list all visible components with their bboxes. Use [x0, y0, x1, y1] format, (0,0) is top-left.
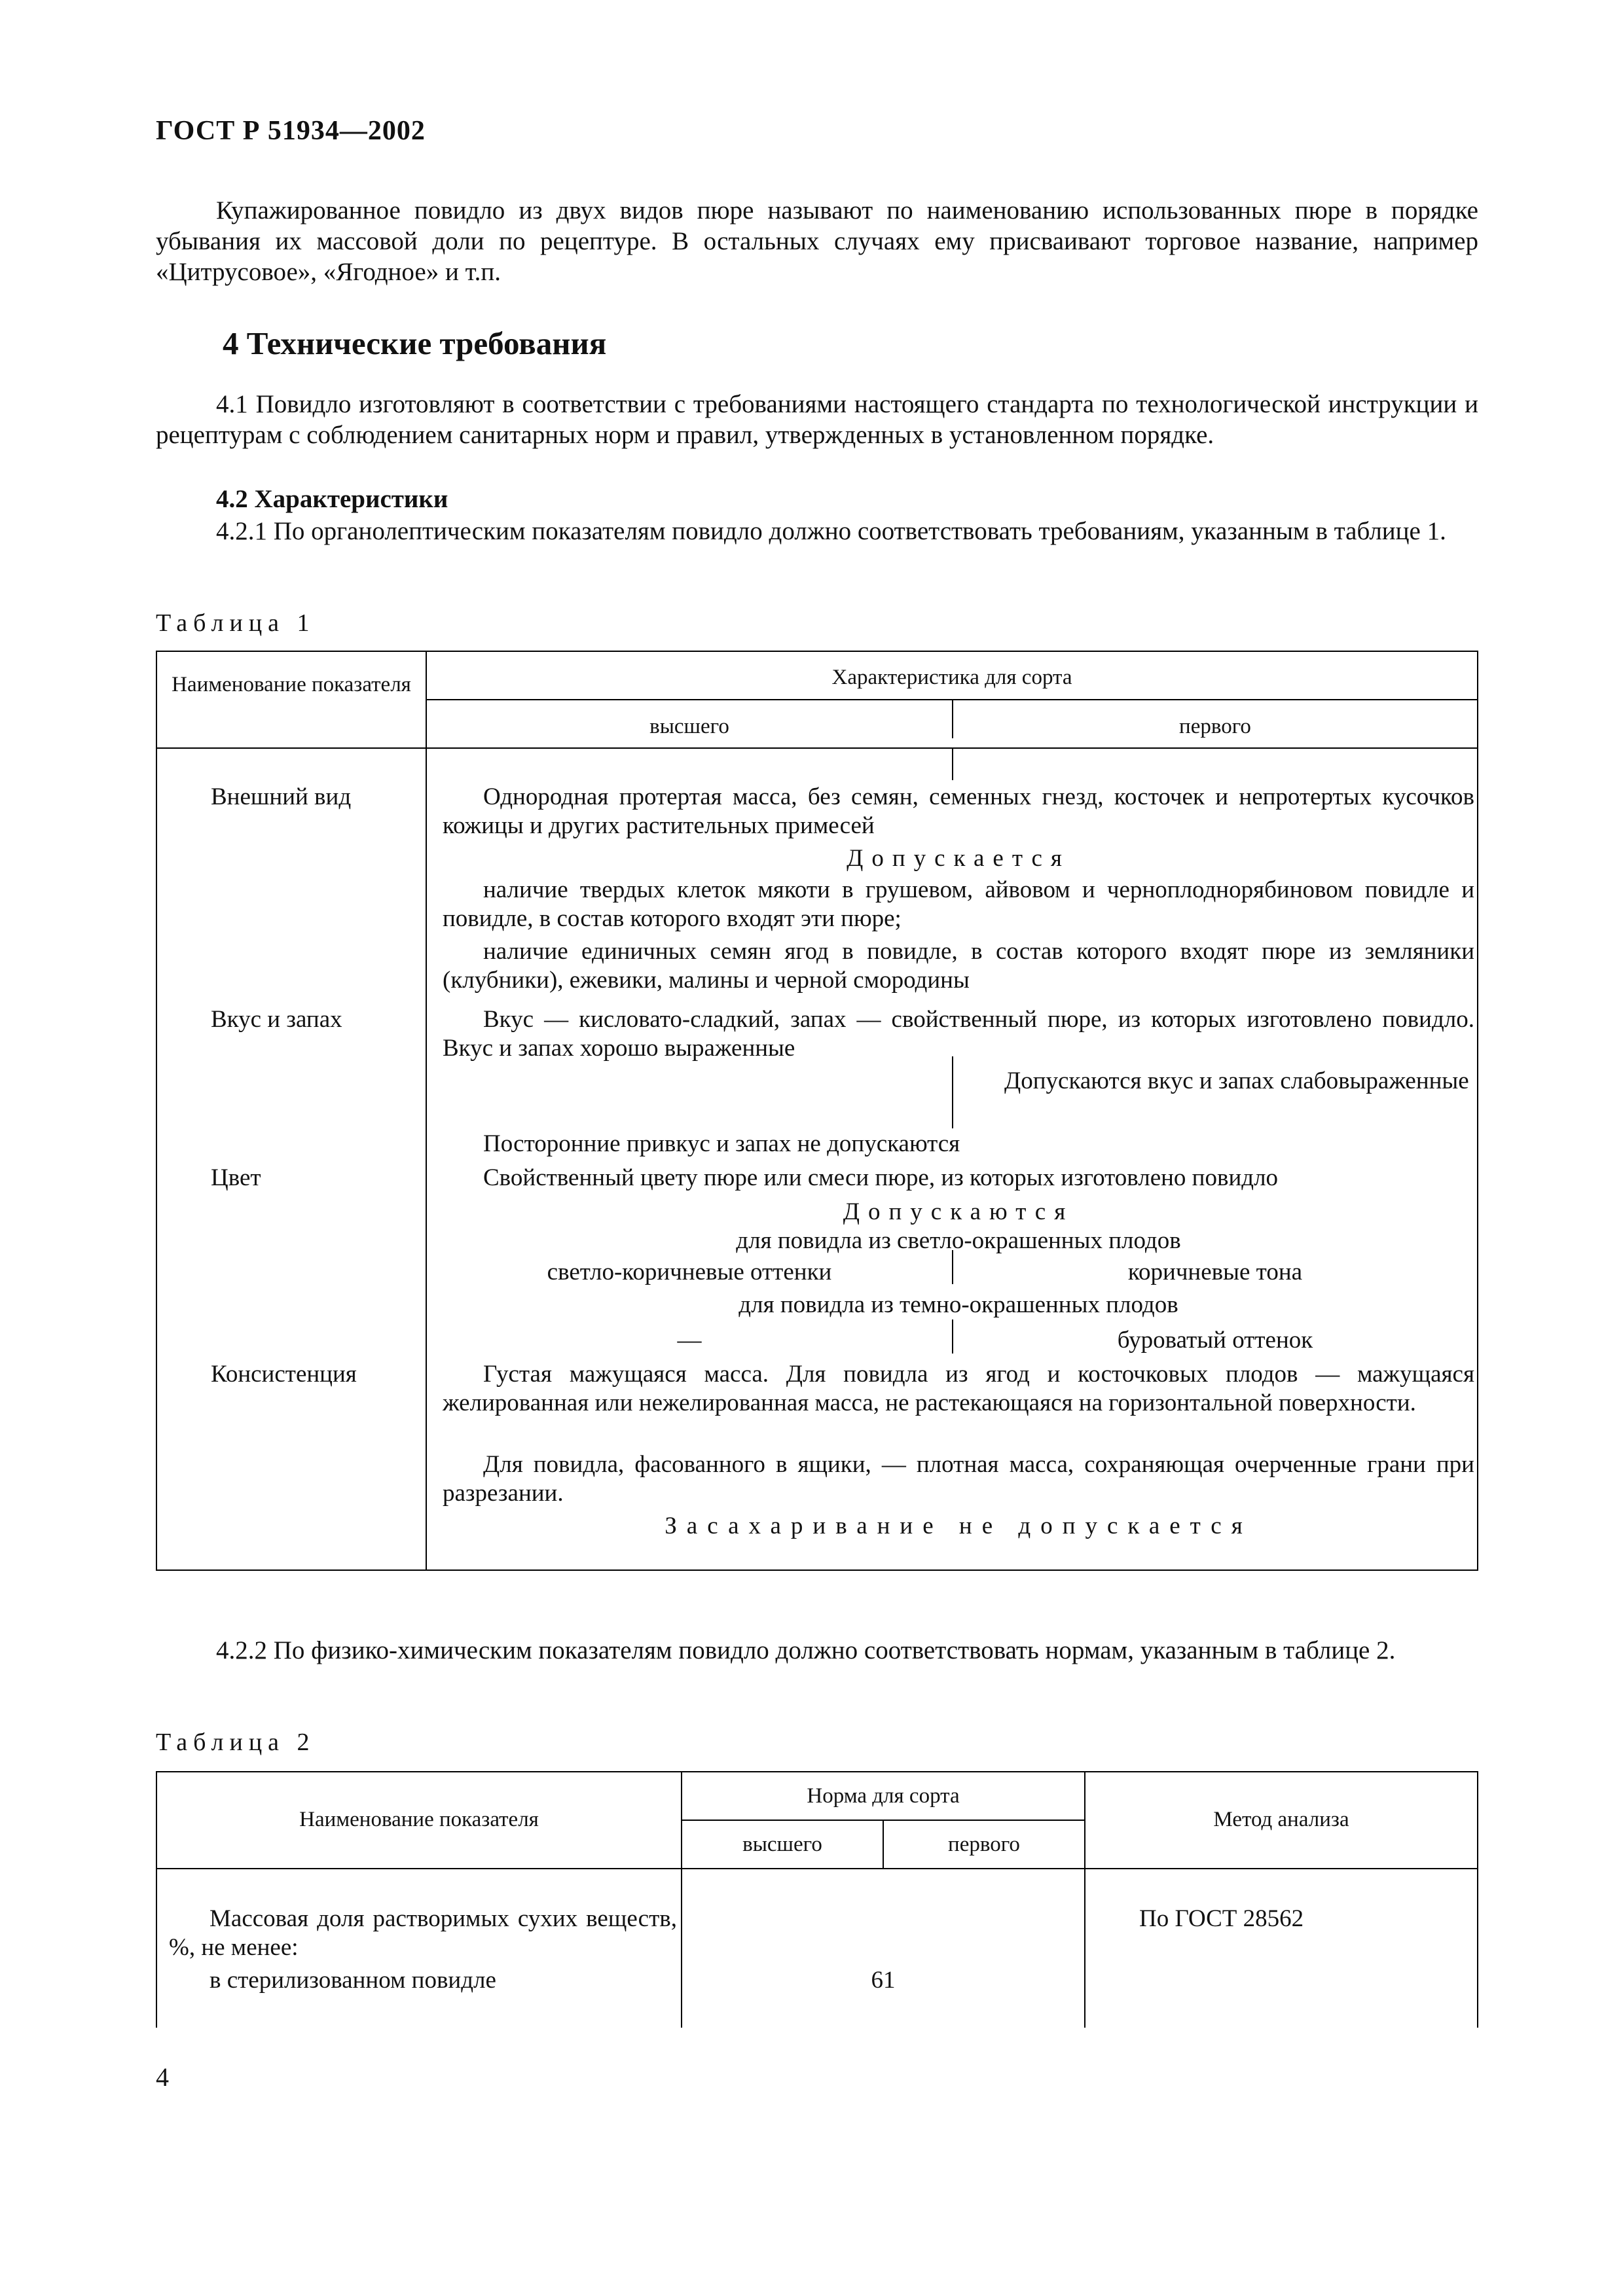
paragraph-4-2-2: 4.2.2 По физико-химическим показателям повидло должно соответствовать нормам, указанным в таблице 2. — [216, 1636, 1396, 1664]
row-label-consistency: Консистенция — [211, 1361, 357, 1388]
taste-first-only: Допускаются вкус и запах слабовыраженные — [1004, 1067, 1469, 1094]
appearance-text: Однородная протертая масса, без семян, семенных гнезд, косточек и непротертых кусочков кожицы и других растительных примесей — [443, 783, 1474, 839]
table2-row1-label: Массовая доля растворимых сухих веществ, %, не менее: — [169, 1905, 677, 1961]
table2-caption: Таблица 2 — [156, 1729, 316, 1756]
table2-header-grade-first: первого — [948, 1833, 1020, 1856]
color-text: Свойственный цвету пюре или смеси пюре, из которых изготовлено повидло — [483, 1164, 1279, 1191]
consistency-boxes: Для повидла, фасованного в ящики, — плотная масса, сохраняющая очерченные грани при разрезании. — [443, 1451, 1474, 1507]
table2-row1-sublabel: в стерилизованном повидле — [210, 1967, 496, 1994]
table2-header-norm: Норма для сорта — [807, 1784, 960, 1808]
color-dark-high: — — [677, 1327, 702, 1354]
consistency-sugaring: Засахаривание не допускается — [665, 1513, 1252, 1539]
table2-row1-value: 61 — [871, 1967, 896, 1994]
color-dark-first: буроватый оттенок — [1117, 1327, 1313, 1354]
table1-header-grade-first: первого — [1179, 715, 1251, 738]
row-label-taste: Вкус и запах — [211, 1006, 342, 1033]
doc-code: ГОСТ Р 51934—2002 — [156, 116, 426, 146]
paragraph-4-2-1: 4.2.1 По органолептическим показателям повидло должно соответствовать требованиям, указанным в таблице 1. — [216, 517, 1446, 545]
table1-header-characteristic: Характеристика для сорта — [831, 666, 1072, 689]
paragraph-4-1: 4.1 Повидло изготовляют в соответствии с требованиями настоящего стандарта по технологической инструкции и рецептурам с соблюдением санитарных норм и правил, утвержденных в установленном порядке. — [156, 390, 1478, 449]
table2-row1-method: По ГОСТ 28562 — [1139, 1905, 1304, 1932]
row-label-color: Цвет — [211, 1164, 261, 1191]
table1-header-grade-high: высшего — [649, 715, 729, 738]
table2-header-grade-high: высшего — [742, 1833, 822, 1856]
color-light-high: светло-коричневые оттенки — [547, 1259, 832, 1285]
taste-text: Вкус — кисловато-сладкий, запах — свойственный пюре, из которых изготовлено повидло. Вкус и запах хорошо выраженные — [443, 1006, 1474, 1062]
table1-header-indicator: Наименование показателя — [172, 673, 411, 696]
color-allowed: Допускаются — [843, 1198, 1074, 1225]
section-title: 4 Технические требования — [223, 325, 607, 361]
color-light-caption: для повидла из светло-окрашенных плодов — [736, 1227, 1181, 1254]
color-dark-caption: для повидла из темно-окрашенных плодов — [739, 1291, 1178, 1318]
intro-paragraph: Купажированное повидло из двух видов пюре называют по наименованию использованных пюре в порядке убывания их массовой доли по рецептуре. В остальных случаях ему присваивают торговое название, например «Цитрусовое», «Ягодное» и т.п. — [156, 196, 1478, 286]
appearance-note2: наличие единичных семян ягод в повидле, в состав которого входят пюре из земляники (клубники), ежевики, малины и черной смородины — [443, 938, 1474, 994]
appearance-note1: наличие твердых клеток мякоти в грушевом, айвовом и черноплоднорябиновом повидле и повидле, в состав которого входят эти пюре; — [443, 876, 1474, 932]
table2-header-method: Метод анализа — [1213, 1808, 1349, 1831]
table1-caption: Таблица 1 — [156, 609, 316, 637]
page-number: 4 — [156, 2062, 169, 2092]
row-label-appearance: Внешний вид — [211, 783, 352, 810]
subsection-title: 4.2 Характеристики — [216, 485, 448, 513]
consistency-text: Густая мажущаяся масса. Для повидла из ягод и косточковых плодов — мажущаяся желированная или нежелированная масса, не растекающаяся на горизонтальной поверхности. — [443, 1361, 1474, 1416]
table2-header-indicator: Наименование показателя — [299, 1808, 539, 1831]
taste-foreign: Посторонние привкус и запах не допускаются — [483, 1130, 960, 1157]
appearance-allowed: Допускается — [847, 845, 1070, 872]
color-light-first: коричневые тона — [1127, 1259, 1303, 1285]
